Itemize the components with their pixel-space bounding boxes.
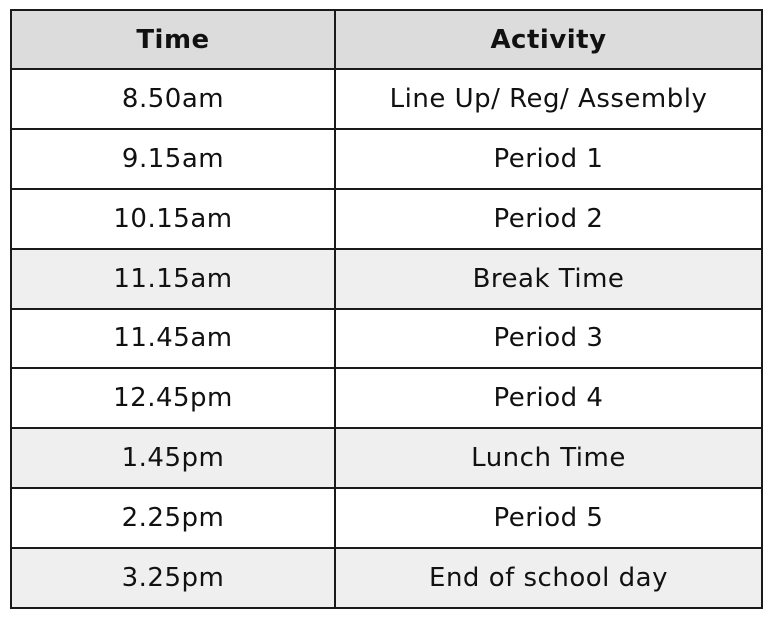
- table-row: [11, 249, 762, 309]
- time-cell: 2.25pm: [11, 488, 335, 548]
- time-cell: 11.15am: [11, 249, 335, 309]
- school-day-timetable: [10, 9, 763, 609]
- table-row: [11, 69, 762, 129]
- table-header-row: [11, 10, 762, 69]
- table-row: [11, 129, 762, 189]
- activity-cell: Period 5: [335, 488, 762, 548]
- table-row: [11, 548, 762, 608]
- activity-cell: Period 2: [335, 189, 762, 249]
- timetable-body: [11, 69, 762, 608]
- activity-cell: Period 1: [335, 129, 762, 189]
- time-column-header: Time: [11, 10, 335, 69]
- activity-cell: Lunch Time: [335, 428, 762, 488]
- time-cell: 9.15am: [11, 129, 335, 189]
- time-cell: 3.25pm: [11, 548, 335, 608]
- table-row: [11, 189, 762, 249]
- activity-cell: End of school day: [335, 548, 762, 608]
- table-row: [11, 488, 762, 548]
- table-row: [11, 428, 762, 488]
- activity-cell: Break Time: [335, 249, 762, 309]
- time-cell: 10.15am: [11, 189, 335, 249]
- table-row: [11, 309, 762, 369]
- time-cell: 12.45pm: [11, 368, 335, 428]
- activity-cell: Line Up/ Reg/ Assembly: [335, 69, 762, 129]
- time-cell: 1.45pm: [11, 428, 335, 488]
- time-cell: 11.45am: [11, 309, 335, 369]
- time-cell: 8.50am: [11, 69, 335, 129]
- table-row: [11, 368, 762, 428]
- activity-cell: Period 3: [335, 309, 762, 369]
- activity-column-header: Activity: [335, 10, 762, 69]
- activity-cell: Period 4: [335, 368, 762, 428]
